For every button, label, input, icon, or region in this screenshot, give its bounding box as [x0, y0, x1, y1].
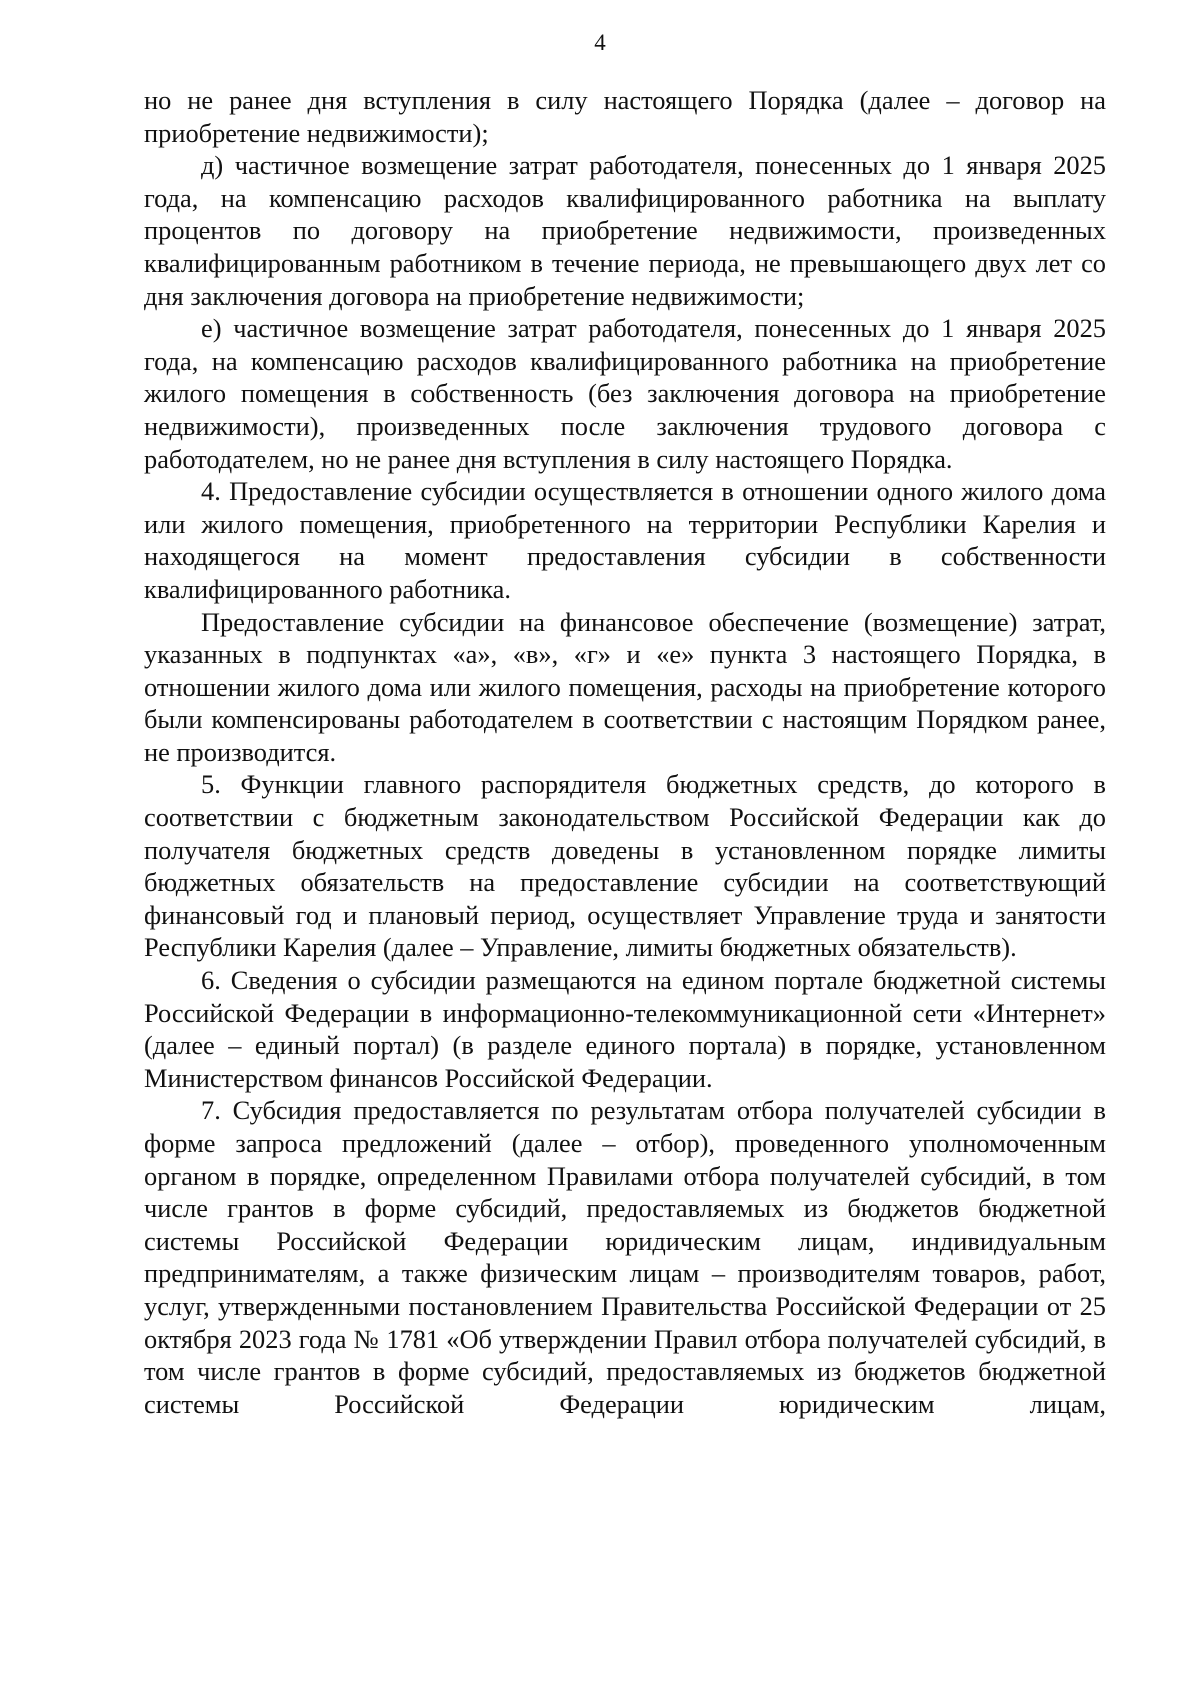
- paragraph-item-e: е) частичное возмещение затрат работодателя, понесенных до 1 января 2025 года, на компенсацию расходов квалифицированного работника на приобретение жилого помещения в собственность (без заключения договора на приобретение недвижимости), произведенных после заключения трудового договора с работодателем, но не ранее дня вступления в силу настоящего Порядка.: [144, 313, 1106, 474]
- paragraph-item-d: д) частичное возмещение затрат работодателя, понесенных до 1 января 2025 года, на компенсацию расходов квалифицированного работника на выплату процентов по договору на приобретение недвижимости, произведенных квалифицированным работником в течение периода, не превышающего двух лет со дня заключения договора на приобретение недвижимости;: [144, 150, 1106, 311]
- paragraph-clause-4-part-2: Предоставление субсидии на финансовое обеспечение (возмещение) затрат, указанных в подпунктах «а», «в», «г» и «е» пункта 3 настоящего Порядка, в отношении жилого дома или жилого помещения, расходы на приобретение которого были компенсированы работодателем в соответствии с настоящим Порядком ранее, не производится.: [144, 606, 1106, 767]
- paragraph-clause-7: 7. Субсидия предоставляется по результатам отбора получателей субсидии в форме запроса предложений (далее – отбор), проведенного уполномоченным органом в порядке, определенном Правилами отбора получателей субсидий, в том числе грантов в форме субсидий, предоставляемых из бюджетов бюджетной системы Российской Федерации юридическим лицам, индивидуальным предпринимателям, а также физическим лицам – производителям товаров, работ, услуг, утвержденными постановлением Правительства Российской Федерации от 25 октября 2023 года № 1781 «Об утверждении Правил отбора получателей субсидий, в том числе грантов в форме субсидий, предоставляемых из бюджетов бюджетной системы Российской Федерации юридическим лицам,: [144, 1095, 1106, 1419]
- paragraph-clause-4: 4. Предоставление субсидии осуществляется в отношении одного жилого дома или жилого помещения, приобретенного на территории Республики Карелия и находящегося на момент предоставления субсидии в собственности квалифицированного работника.: [144, 476, 1106, 604]
- page-number: 4: [594, 30, 606, 55]
- paragraph-clause-5: 5. Функции главного распорядителя бюджетных средств, до которого в соответствии с бюджетным законодательством Российской Федерации как до получателя бюджетных средств доведены в установленном порядке лимиты бюджетных обязательств на предоставление субсидии на соответствующий финансовый год и плановый период, осуществляет Управление труда и занятости Республики Карелия (далее – Управление, лимиты бюджетных обязательств).: [144, 769, 1106, 963]
- paragraph-clause-6: 6. Сведения о субсидии размещаются на едином портале бюджетной системы Российской Федерации в информационно-телекоммуникационной сети «Интернет» (далее – единый портал) (в разделе единого портала) в порядке, установленном Министерством финансов Российской Федерации.: [144, 965, 1106, 1093]
- paragraph-continuation: но не ранее дня вступления в силу настоящего Порядка (далее – договор на приобретение недвижимости);: [144, 85, 1106, 148]
- document-body: [144, 84, 1106, 1420]
